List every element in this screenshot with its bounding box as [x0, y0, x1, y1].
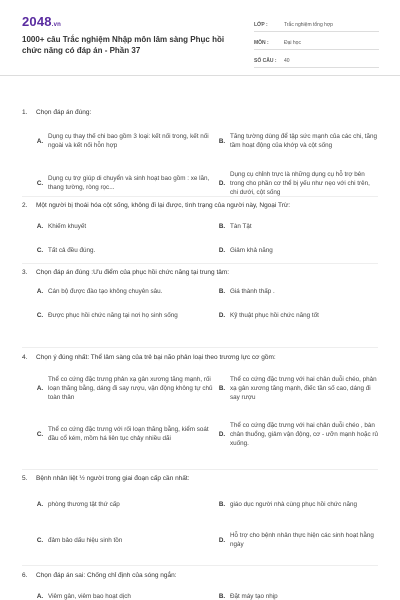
question-4 — [22, 353, 378, 447]
question-5 — [22, 474, 378, 548]
option-text: Kỹ thuật phục hồi chức năng tốt — [230, 311, 319, 319]
option-text: Giảm khả năng — [230, 246, 273, 254]
option-text: đảm bảo dấu hiệu sinh tồn — [48, 536, 123, 544]
question-divider — [22, 565, 378, 566]
option-text: Giá thành thấp . — [230, 287, 275, 295]
worksheet-header — [0, 0, 400, 76]
meta-label: LỚP : — [254, 22, 268, 28]
option-text: Viêm gân, viêm bao hoạt dịch — [48, 592, 131, 600]
question-stem — [22, 108, 378, 117]
question-divider — [22, 263, 378, 264]
option-c[interactable] — [32, 414, 218, 454]
option-a[interactable] — [32, 492, 218, 516]
logo-main: 2048 — [22, 14, 52, 29]
option-a[interactable] — [32, 368, 218, 408]
option-d[interactable] — [214, 304, 378, 326]
question-stem — [22, 201, 378, 210]
question-text: Chọn đáp án đúng: — [36, 109, 92, 116]
option-b[interactable] — [214, 590, 378, 600]
option-letter: A. — [36, 592, 44, 600]
option-text: Dụng cụ trợ giúp di chuyển và sinh hoạt bao gồm : xe lăn, thang tường, ròng rọc... — [48, 175, 210, 191]
option-letter: B. — [218, 222, 226, 230]
question-number: 6. — [22, 572, 28, 579]
option-text: Thể co cứng đặc trưng với hai chân duỗi chéo , bàn chân thuổng, giảm vận động, cơ - ưỡn mạnh hoặc rủ xuống. — [230, 421, 378, 447]
question-text: Chọn ý đúng nhất: Thể lâm sàng của trẻ bại não phân loại theo trương lực cơ gồm: — [36, 354, 276, 361]
option-a[interactable] — [32, 590, 218, 600]
question-text: Một người bị thoái hóa cột sống, không đi lại được, tình trạng của người này, Ngoại Trừ: — [36, 202, 291, 209]
option-letter: C. — [36, 179, 44, 187]
option-letter: D. — [218, 536, 226, 544]
question-divider — [22, 347, 378, 348]
option-c[interactable] — [32, 528, 218, 552]
option-text: Thể co cứng đặc trưng với hai chân duỗi chéo, phản xạ gân xương tăng mạnh, điếc tần số cao, dáng đi say rượu — [230, 375, 377, 401]
worksheet-title: 1000+ câu Trắc nghiệm Nhập môn lâm sàng Phục hồi chức năng có đáp án - Phần 37 — [22, 35, 225, 55]
question-number: 2. — [22, 202, 28, 209]
option-a[interactable] — [32, 283, 222, 299]
option-c[interactable] — [32, 304, 207, 326]
option-text: Khiếm khuyết — [48, 222, 87, 230]
question-number: 3. — [22, 269, 28, 276]
option-text: Thể co cứng đặc trưng phản xạ gân xương tăng mạnh, rối loạn thăng bằng, dáng đi say rượu, vận động không tự chủ toàn thân — [48, 375, 213, 401]
question-2 — [22, 201, 378, 254]
meta-label: SỐ CÂU : — [254, 58, 277, 64]
option-text: Tất cả đều đúng. — [48, 246, 96, 254]
option-d[interactable] — [214, 528, 378, 552]
option-text: Dụng cụ chỉnh trực là những dụng cụ hỗ trợ bên trong cho phần cơ thể bị yếu như nẹo với chi trên, chi dưới, cột sống — [230, 170, 370, 196]
option-text: Cán bộ được đào tạo không chuyên sâu. — [48, 287, 163, 295]
logo-suffix: .vn — [51, 22, 62, 28]
question-text: Chọn đáp án đúng :Ưu điểm của phục hồi chức năng tại trung tâm: — [36, 269, 230, 276]
question-number: 1. — [22, 109, 28, 116]
meta-row-count — [254, 50, 379, 68]
question-text: Bệnh nhân liệt ½ người trong giai đoạn cấp cần nhất: — [36, 475, 190, 482]
question-6 — [22, 571, 378, 600]
question-divider — [22, 469, 378, 470]
question-number: 4. — [22, 354, 28, 361]
worksheet-meta — [254, 14, 379, 68]
option-b[interactable] — [214, 368, 378, 408]
question-stem — [22, 571, 378, 580]
option-c[interactable] — [32, 163, 222, 203]
option-letter: B. — [218, 592, 226, 600]
meta-label: MÔN : — [254, 40, 269, 46]
option-a[interactable] — [32, 218, 222, 234]
option-text: Thể co cứng đặc trưng với rối loạn thăng bằng, kiểm soát đầu cổ kém, mồm há liên tục chảy nhiều dãi — [48, 426, 209, 442]
meta-value: Trắc nghiệm tổng hợp — [284, 22, 333, 28]
question-number: 5. — [22, 475, 28, 482]
site-logo[interactable] — [22, 14, 61, 29]
option-b[interactable] — [214, 121, 378, 161]
option-letter: D. — [218, 179, 226, 187]
meta-row-subject — [254, 32, 379, 50]
option-b[interactable] — [214, 283, 378, 299]
option-letter: A. — [36, 287, 44, 295]
question-divider — [22, 196, 378, 197]
option-letter: C. — [36, 430, 44, 438]
question-1 — [22, 108, 378, 196]
option-b[interactable] — [214, 218, 378, 234]
option-c[interactable] — [32, 242, 222, 258]
option-letter: C. — [36, 246, 44, 254]
option-letter: D. — [218, 430, 226, 438]
option-text: Đặt máy tạo nhịp — [230, 592, 278, 600]
option-letter: B. — [218, 287, 226, 295]
meta-value: Đại học — [284, 40, 301, 46]
option-text: Dụng cụ thay thế chi bao gồm 3 loại: kết nối trong, kết nối ngoài và kết nối hỗn hợp — [48, 133, 209, 149]
option-a[interactable] — [32, 121, 222, 161]
question-stem — [22, 474, 378, 483]
option-letter: C. — [36, 311, 44, 319]
option-text: giáo dục người nhà cùng phục hồi chức năng — [230, 500, 358, 508]
option-letter: C. — [36, 536, 44, 544]
question-stem — [22, 353, 378, 362]
option-letter: B. — [218, 384, 226, 392]
option-text: Hỗ trợ cho bệnh nhân thực hiện các sinh hoạt hằng ngày — [230, 532, 374, 548]
option-b[interactable] — [214, 492, 378, 516]
option-letter: D. — [218, 311, 226, 319]
option-letter: A. — [36, 500, 44, 508]
option-d[interactable] — [214, 163, 378, 203]
question-stem — [22, 268, 378, 277]
option-letter: A. — [36, 137, 44, 145]
option-letter: A. — [36, 222, 44, 230]
meta-value: 40 — [284, 58, 290, 64]
question-text: Chọn đáp án sai: Chống chỉ định của sóng ngắn: — [36, 572, 177, 579]
option-letter: B. — [218, 137, 226, 145]
option-letter: D. — [218, 246, 226, 254]
option-d[interactable] — [214, 414, 378, 454]
option-text: Tăng tường dùng để tập sức mạnh của các chi, tăng tầm hoạt động của khớp và cột sống — [230, 133, 377, 149]
option-letter: A. — [36, 384, 44, 392]
option-text: phòng thương tật thứ cấp — [48, 500, 120, 508]
option-text: Được phục hồi chức năng tại nơi họ sinh sống — [48, 311, 178, 319]
option-text: Tàn Tật — [230, 222, 252, 230]
option-letter: B. — [218, 500, 226, 508]
question-3 — [22, 268, 378, 319]
option-d[interactable] — [214, 242, 378, 258]
meta-row-class — [254, 14, 379, 32]
